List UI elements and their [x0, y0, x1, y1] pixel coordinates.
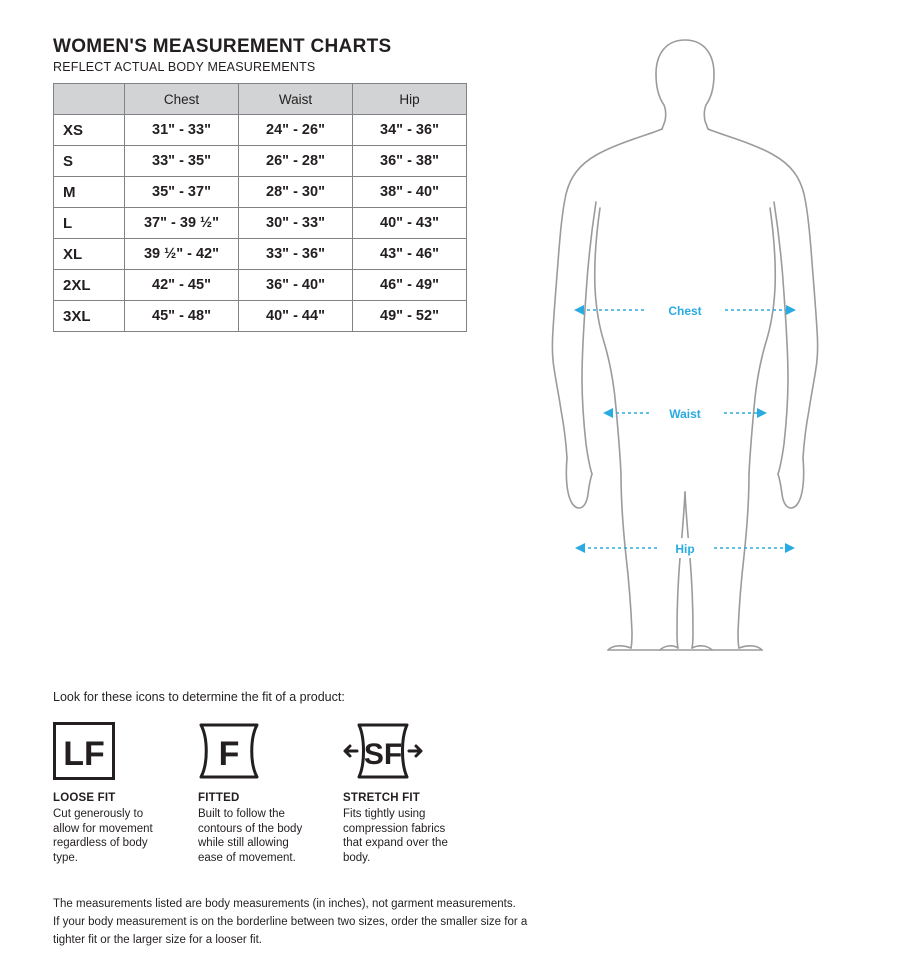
table-row [54, 208, 467, 239]
hip-value: 49" - 52" [353, 301, 467, 332]
footnote-line-2: If your body measurement is on the borderline between two sizes, order the smaller size for a [53, 915, 528, 928]
size-label: XS [54, 115, 125, 146]
chest-value: 33" - 35" [125, 146, 239, 177]
fit-item-stretch [343, 722, 488, 866]
table-row [54, 115, 467, 146]
fit-description-fitted: Built to follow the contours of the body while still allowing ease of movement. [198, 808, 303, 865]
hip-label: Hip [675, 542, 695, 556]
fit-description-loose: Cut generously to allow for movement regardless of body type. [53, 808, 153, 865]
table-row [54, 301, 467, 332]
table-row [54, 177, 467, 208]
waist-value: 40" - 44" [239, 301, 353, 332]
waist-measure-line [603, 403, 767, 423]
chest-label: Chest [668, 304, 702, 318]
fit-icon-row [53, 722, 573, 866]
fit-name-stretch: STRETCH FIT [343, 792, 420, 804]
table-row [54, 270, 467, 301]
column-header-hip: Hip [353, 84, 467, 115]
footnote-line-1: The measurements listed are body measurements (in inches), not garment measurements. [53, 898, 516, 910]
table-row [54, 239, 467, 270]
column-header-chest: Chest [125, 84, 239, 115]
loose-fit-glyph: LF [63, 735, 105, 773]
chest-value: 45" - 48" [125, 301, 239, 332]
size-label: XL [54, 239, 125, 270]
chest-value: 35" - 37" [125, 177, 239, 208]
fit-name-loose: LOOSE FIT [53, 792, 116, 804]
waist-value: 30" - 33" [239, 208, 353, 239]
hip-value: 40" - 43" [353, 208, 467, 239]
fit-item-fitted [198, 722, 343, 866]
table-row [54, 146, 467, 177]
chest-value: 31" - 33" [125, 115, 239, 146]
hip-value: 46" - 49" [353, 270, 467, 301]
column-header-waist: Waist [239, 84, 353, 115]
fit-description-stretch: Fits tightly using compression fabrics that expand over the body. [343, 808, 448, 865]
size-label: 3XL [54, 301, 125, 332]
footnote-line-3: tighter fit or the larger size for a looser fit. [53, 933, 263, 946]
size-label: S [54, 146, 125, 177]
waist-value: 28" - 30" [239, 177, 353, 208]
hip-value: 38" - 40" [353, 177, 467, 208]
fit-item-loose [53, 722, 198, 866]
size-label: L [54, 208, 125, 239]
waist-label: Waist [669, 407, 701, 421]
waist-value: 26" - 28" [239, 146, 353, 177]
page-subtitle: REFLECT ACTUAL BODY MEASUREMENTS [53, 60, 316, 74]
table-header-row [54, 84, 467, 115]
footnote [53, 896, 573, 949]
chest-value: 42" - 45" [125, 270, 239, 301]
page-header [53, 36, 573, 74]
chest-value: 37" - 39 ½" [125, 208, 239, 239]
size-label: 2XL [54, 270, 125, 301]
fitted-icon [198, 722, 343, 780]
waist-value: 24" - 26" [239, 115, 353, 146]
fit-name-fitted: FITTED [198, 792, 240, 804]
stretch-fit-icon [343, 722, 488, 780]
body-measurement-diagram [500, 22, 870, 662]
hip-value: 34" - 36" [353, 115, 467, 146]
hip-value: 43" - 46" [353, 239, 467, 270]
page-title: WOMEN'S MEASUREMENT CHARTS [53, 36, 392, 57]
chest-measure-line [574, 300, 796, 320]
size-label: M [54, 177, 125, 208]
stretch-fit-glyph: SF [363, 738, 403, 771]
female-body-outline [552, 40, 817, 650]
fit-guide-section [53, 690, 573, 866]
waist-value: 33" - 36" [239, 239, 353, 270]
loose-fit-icon [53, 722, 198, 780]
size-chart-table [53, 83, 467, 332]
fit-guide-intro: Look for these icons to determine the fit of a product: [53, 690, 345, 704]
chest-value: 39 ½" - 42" [125, 239, 239, 270]
table-corner-cell [54, 84, 125, 115]
hip-measure-line [575, 538, 795, 558]
hip-value: 36" - 38" [353, 146, 467, 177]
fitted-glyph: F [218, 735, 240, 773]
waist-value: 36" - 40" [239, 270, 353, 301]
